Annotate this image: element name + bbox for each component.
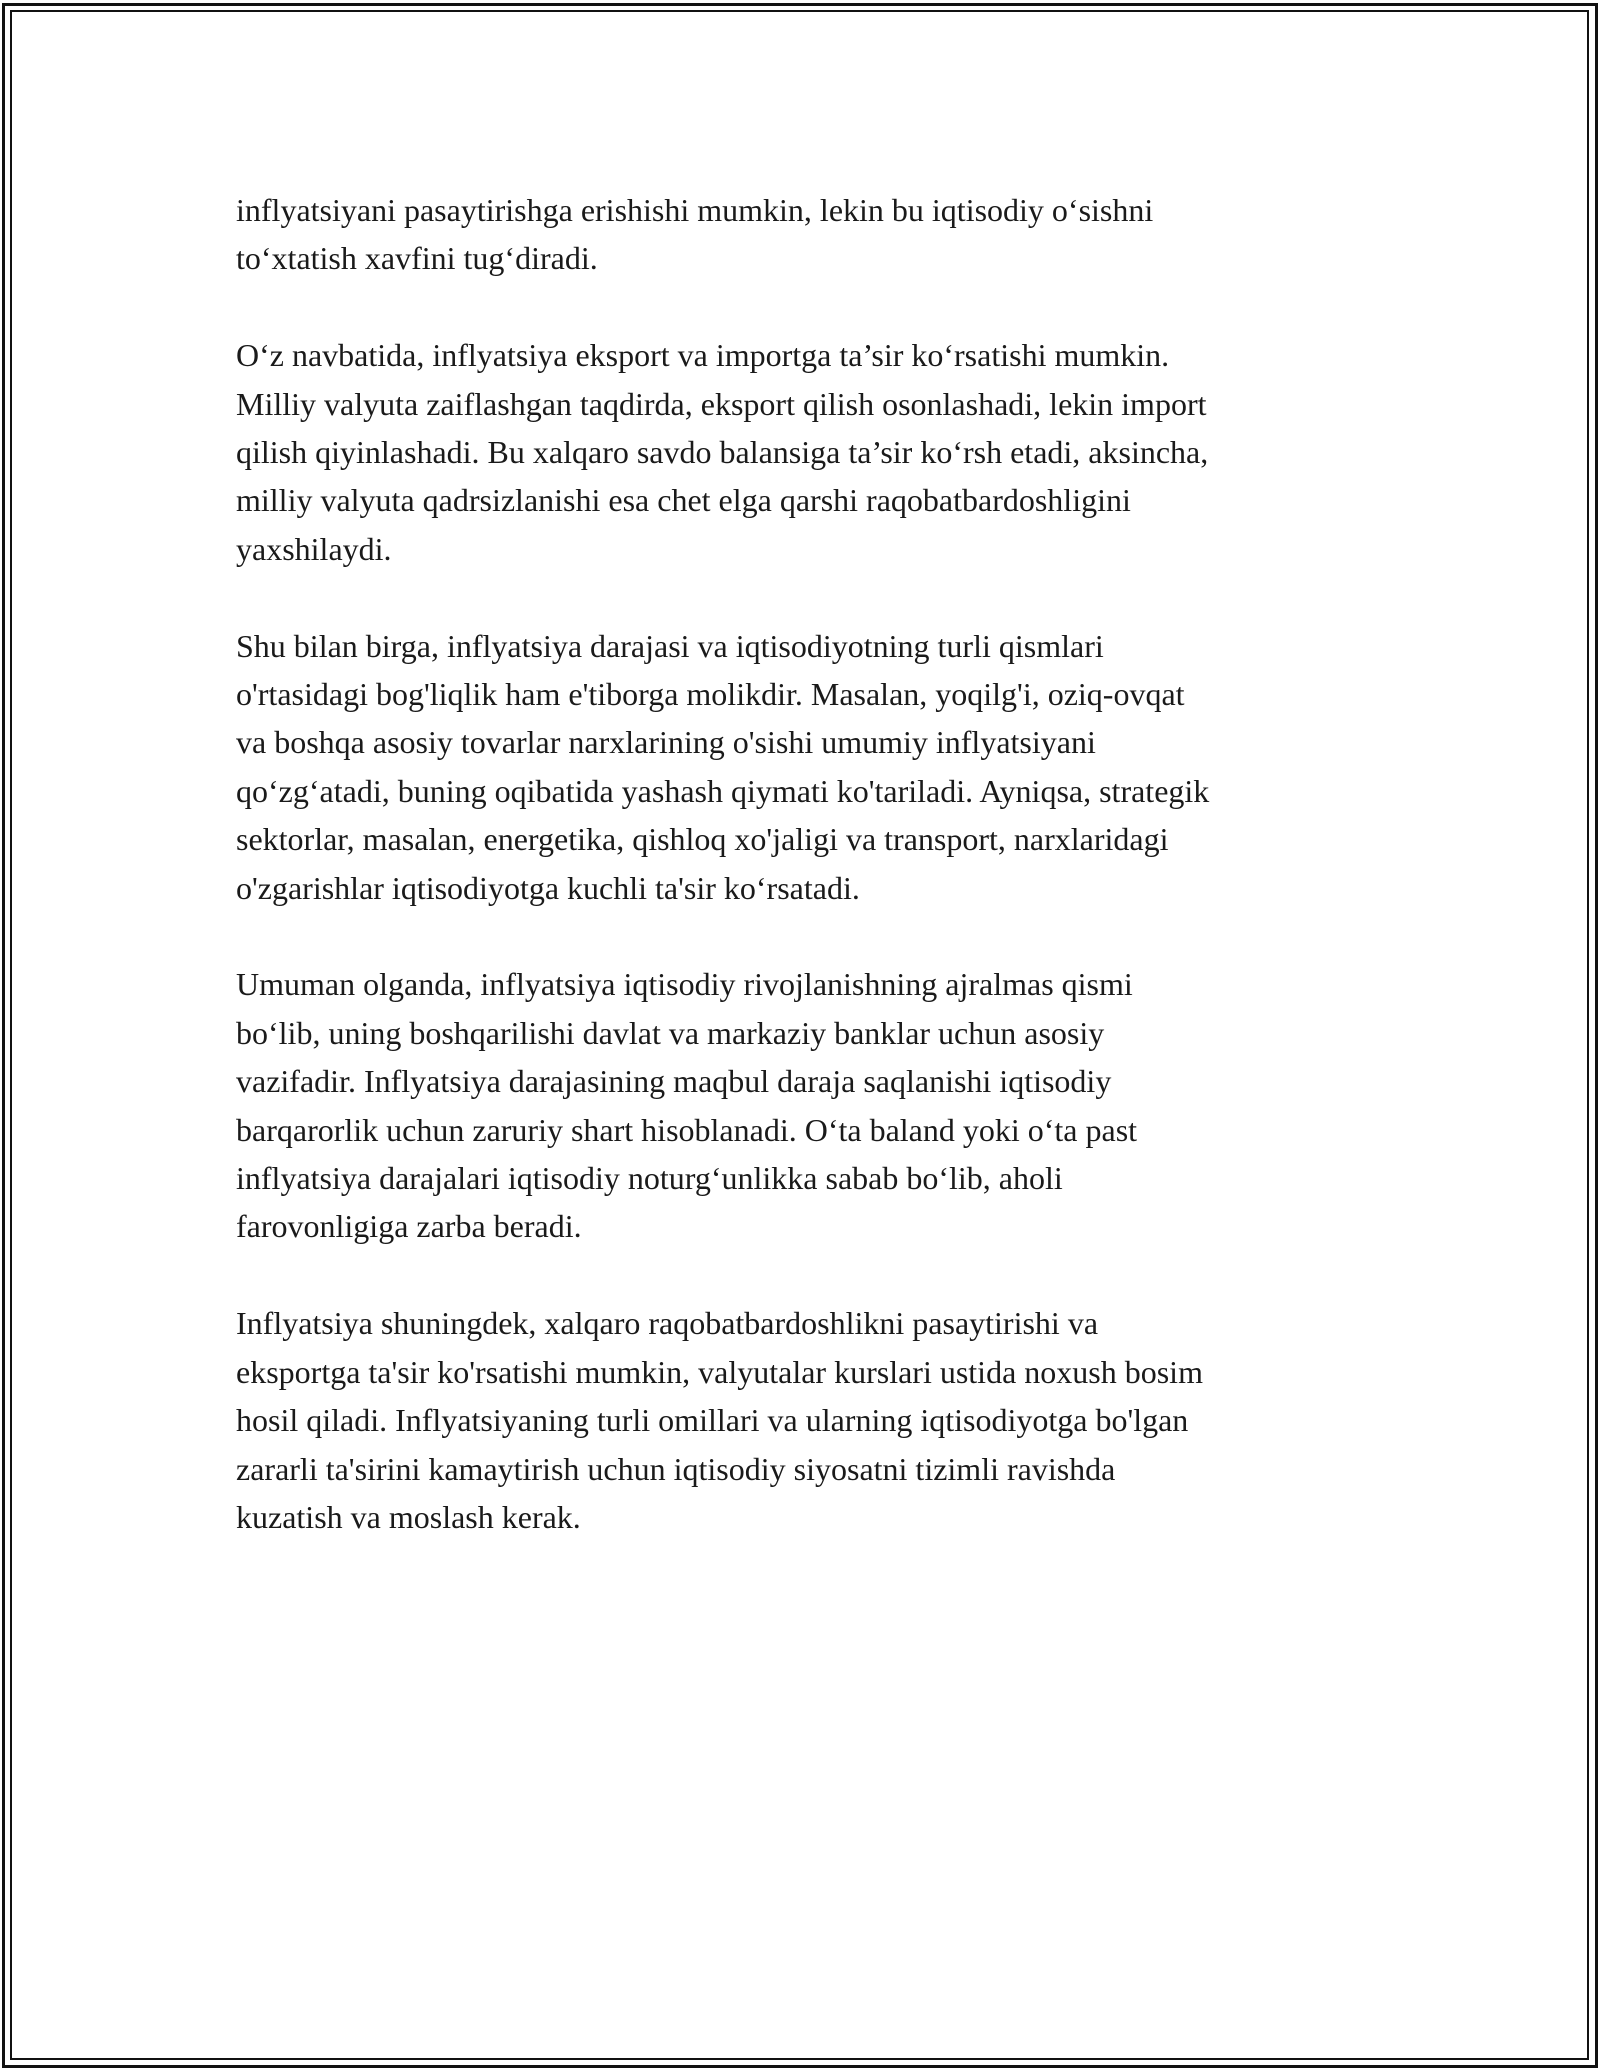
paragraph-3: Shu bilan birga, inflyatsiya darajasi va iqtisodiyotning turli qismlari o'rtasidagi bog'liqlik ham e'tiborga molikdir. Masalan, yoqilg'i, oziq-ovqat va boshqa asosiy tovarlar narxlarining o'sishi umumiy inflyatsiyani qo‘zg‘atadi, buning oqibatida yashash qiymati ko'tariladi. Ayniqsa, strategik sektorlar, masalan, energetika, qishloq xo'jaligi va transport, narxlaridagi o'zgarishlar iqtisodiyotga kuchli ta'sir ko‘rsatadi.: [236, 627, 1210, 906]
paragraph-4: Umuman olganda, inflyatsiya iqtisodiy rivojlanishning ajralmas qismi bo‘lib, uning boshqarilishi davlat va markaziy banklar uchun asosiy vazifadir. Inflyatsiya darajasining maqbul daraja saqlanishi iqtisodiy barqarorlik uchun zaruriy shart hisoblanadi. O‘ta baland yoki o‘ta past inflyatsiya darajalari iqtisodiy noturg‘unlikka sabab bo‘lib, aholi farovonligiga zarba beradi.: [236, 966, 1138, 1245]
paragraph-2: O‘z navbatida, inflyatsiya eksport va importga ta’sir ko‘rsatishi mumkin. Milliy valyuta zaiflashgan taqdirda, eksport qilish osonlashadi, lekin import qilish qiyinlashadi. Bu xalqaro savdo balansiga ta’sir ko‘rsh etadi, aksincha, milliy valyuta qadrsizlanishi esa chet elga qarshi raqobatbardoshligini yaxshilaydi.: [236, 337, 1209, 567]
paragraph-5: Inflyatsiya shuningdek, xalqaro raqobatbardoshlikni pasaytirishi va eksportga ta'sir ko'rsatishi mumkin, valyutalar kurslari ustida noxush bosim hosil qiladi. Inflyatsiyaning turli omillari va ularning iqtisodiyotga bo'lgan zararli ta'sirini kamaytirish uchun iqtisodiy siyosatni tizimli ravishda kuzatish va moslash kerak.: [236, 1305, 1203, 1535]
paragraph-1: inflyatsiyani pasaytirishga erishishi mumkin, lekin bu iqtisodiy o‘sishni to‘xtatish xavfini tug‘diradi.: [236, 192, 1154, 277]
document-body: [236, 186, 1376, 1590]
